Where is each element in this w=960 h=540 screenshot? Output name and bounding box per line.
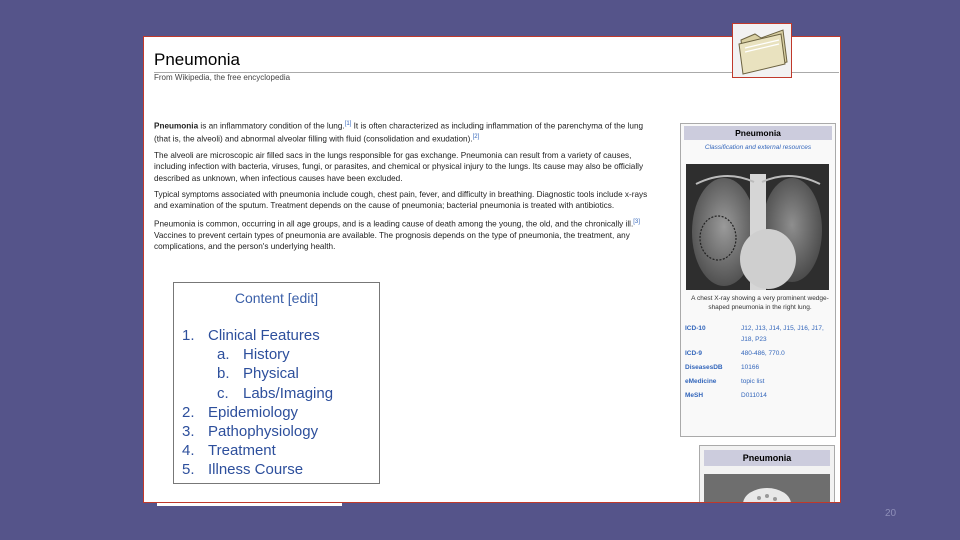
infobox-key[interactable]: eMedicine: [685, 378, 717, 385]
footer-bar: [157, 503, 342, 506]
infobox-key[interactable]: ICD-10: [685, 325, 706, 332]
infobox-value[interactable]: 480-486, 770.0: [741, 350, 785, 357]
article-text: It is often characterized as including inflammation of the parenchyma of the lung (that is, the alveoli) and abnormal alveolar filling with fluid (consolidation and exudation).: [154, 121, 644, 144]
article-bold-term: Pneumonia: [154, 121, 199, 131]
page-title: Pneumonia: [154, 50, 241, 69]
folder-icon-button[interactable]: [732, 23, 792, 78]
infobox-key[interactable]: MeSH: [685, 392, 704, 399]
infobox-value[interactable]: 10166: [741, 364, 760, 371]
chest-xray-image[interactable]: [686, 164, 829, 290]
toc-number: c.: [217, 384, 229, 402]
second-infobox-title: Pneumonia: [704, 450, 830, 466]
article-text: Vaccines to prevent certain types of pneumonia are available. The prognosis depends on the type of pneumonia, the treatment, any complications, and the person's underlying health.: [154, 230, 630, 251]
toc-label: Pathophysiology: [208, 423, 319, 441]
infobox-row: [685, 390, 833, 401]
page-tagline: From Wikipedia, the free encyclopedia: [154, 73, 291, 82]
toc-label: Labs/Imaging: [243, 384, 334, 402]
toc-label: Clinical Features: [208, 327, 320, 344]
article-text: Pneumonia is common, occurring in all age groups, and is a leading cause of death among the young, the old, and the chronically ill.: [154, 219, 634, 229]
article-paragraph-2: The alveoli are microscopic air filled sacs in the lungs responsible for gas exchange. Pneumonia can result from a variety of causes, including infection with bacteria, viruses, fungi, or parasites, and chemical or physical injury to the lungs. Its cause may also be officially described as unknown, when infectious causes have been excluded.: [154, 151, 644, 183]
infobox-key[interactable]: ICD-9: [685, 350, 702, 357]
toc-item[interactable]: [182, 403, 333, 422]
toc-number: 5.: [182, 461, 195, 479]
toc-title[interactable]: Content [edit]: [234, 290, 319, 306]
article-paragraph-1: [154, 119, 659, 145]
toc-subitem[interactable]: [182, 345, 333, 364]
toc-item[interactable]: [182, 326, 333, 345]
toc-subitem[interactable]: [182, 384, 333, 403]
infobox-value[interactable]: D011014: [741, 392, 767, 399]
article-paragraph-4: [154, 217, 659, 253]
infobox-row: [685, 376, 833, 387]
citation-link[interactable]: [3]: [633, 218, 640, 225]
folder-icon: [733, 24, 791, 77]
second-infobox: [699, 445, 835, 503]
toc-number: a.: [217, 346, 230, 364]
toc-label: Treatment: [208, 442, 276, 460]
micrograph-image[interactable]: [704, 474, 830, 503]
infobox-caption: A chest X-ray showing a very prominent wedge-shaped pneumonia in the right lung.: [691, 295, 829, 311]
slide-number: 20: [885, 508, 897, 519]
article-text: is an inflammatory condition of the lung.: [198, 121, 345, 131]
toc-number: 4.: [182, 442, 195, 460]
infobox-value[interactable]: J12, J13, J14, J15, J16, J17, J18, P23: [741, 325, 824, 343]
toc-label: Epidemiology: [208, 403, 299, 421]
toc-label: History: [243, 346, 290, 364]
toc-item[interactable]: [182, 422, 333, 441]
article-paragraph-3: Typical symptoms associated with pneumonia include cough, chest pain, fever, and difficulty in breathing. Diagnostic tools include x-rays and examination of the sputum. Treatment depends on the cause of pneumonia; bacterial pneumonia is treated with antibiotics.: [154, 189, 648, 211]
toc-number: b.: [217, 365, 230, 383]
infobox-subtitle[interactable]: Classification and external resources: [704, 144, 812, 151]
infobox-key[interactable]: DiseasesDB: [685, 364, 723, 371]
infobox-row: [685, 362, 833, 373]
toc-subitem[interactable]: [182, 364, 333, 383]
infobox-row: [685, 348, 833, 359]
toc-list: [182, 326, 333, 480]
table-of-contents: [173, 282, 380, 484]
citation-link[interactable]: [2]: [472, 134, 480, 141]
toc-item[interactable]: [182, 441, 333, 460]
infobox-value[interactable]: topic list: [741, 378, 765, 385]
toc-label: Physical: [243, 365, 299, 383]
citation-link[interactable]: [1]: [344, 121, 352, 127]
toc-number: 3.: [182, 423, 195, 441]
toc-label: Illness Course: [208, 461, 304, 479]
toc-item[interactable]: [182, 460, 333, 479]
toc-number: 1.: [182, 327, 195, 344]
infobox-title: Pneumonia: [684, 126, 832, 140]
toc-number: 2.: [182, 403, 195, 421]
infobox-codes-table: [685, 323, 833, 404]
infobox: [680, 123, 836, 437]
infobox-row: [685, 323, 833, 345]
article-body: [154, 119, 659, 257]
